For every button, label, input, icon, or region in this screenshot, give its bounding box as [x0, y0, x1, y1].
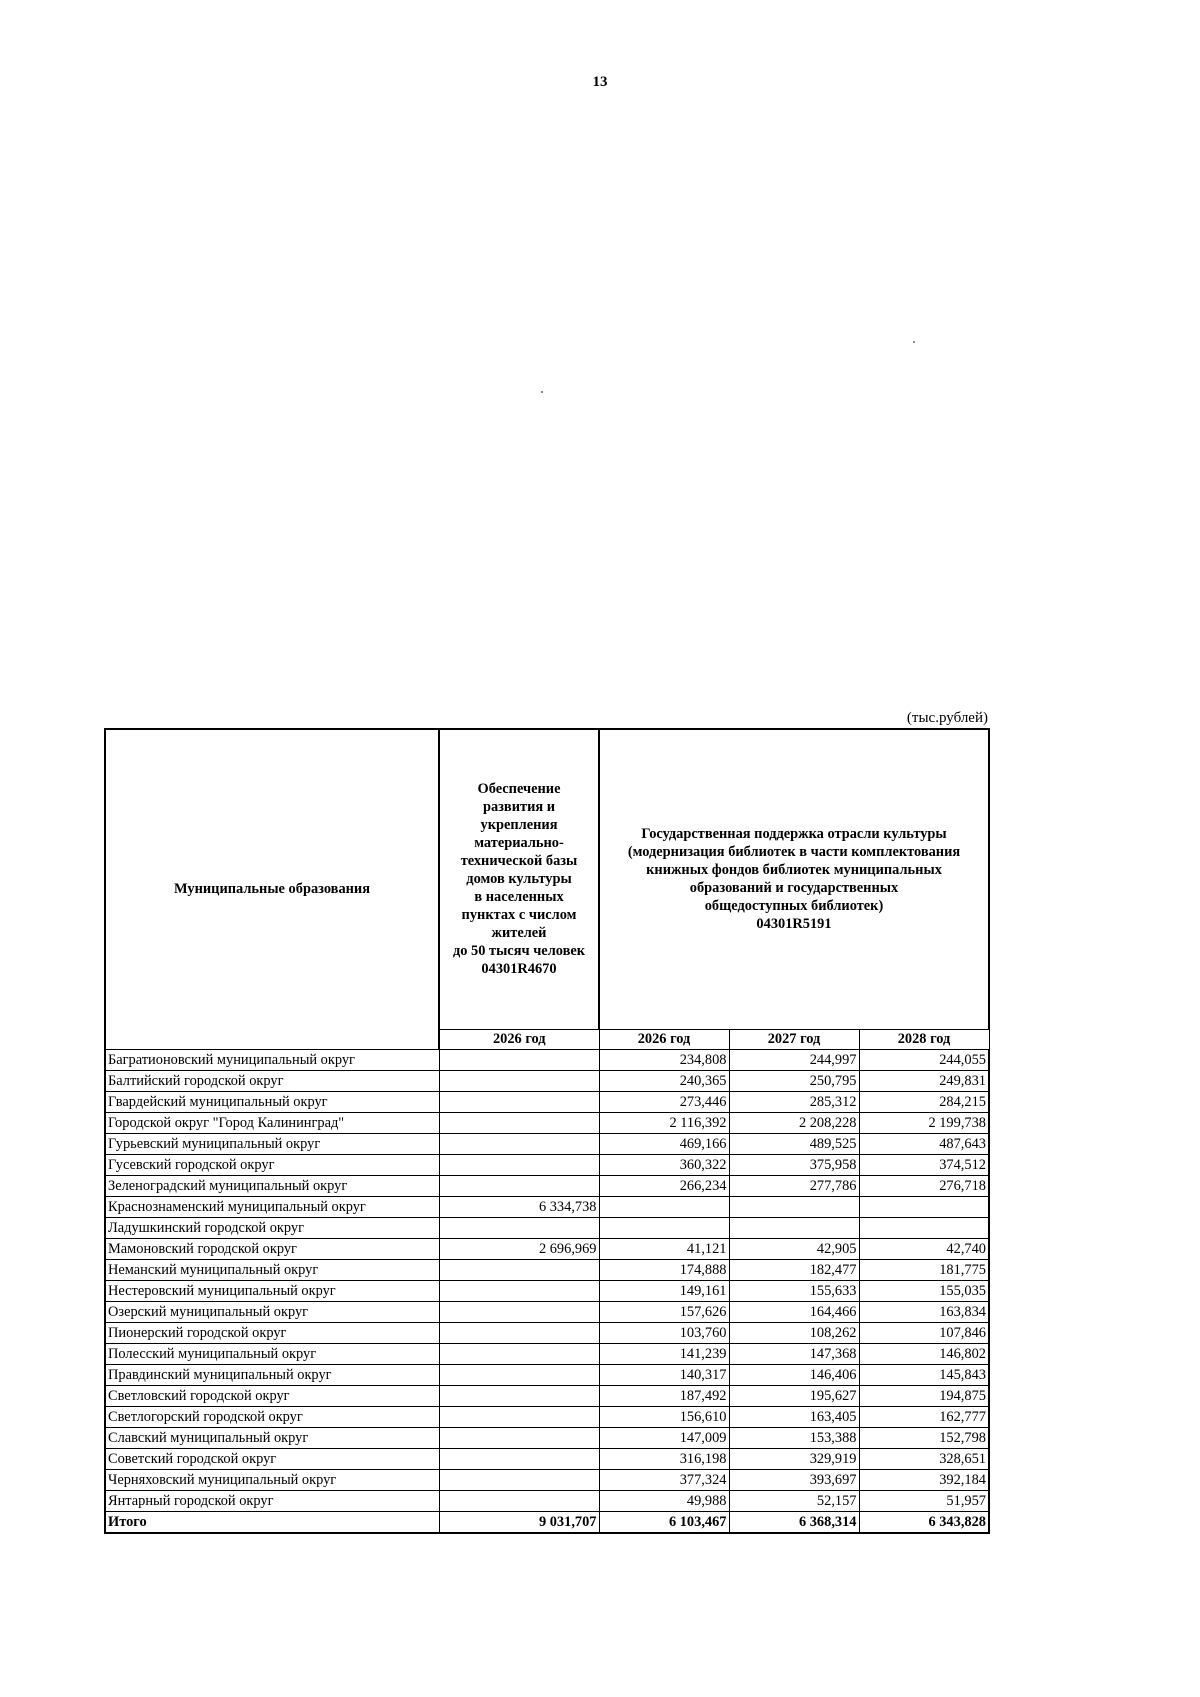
amount-cell: 146,406	[729, 1364, 859, 1385]
amount-cell	[439, 1385, 599, 1406]
amount-cell: 377,324	[599, 1469, 729, 1490]
amount-cell: 250,795	[729, 1070, 859, 1091]
table-row	[105, 1301, 989, 1322]
table-row	[105, 1196, 989, 1217]
amount-cell: 244,055	[859, 1049, 989, 1070]
amount-cell	[439, 1259, 599, 1280]
amount-cell	[439, 1112, 599, 1133]
amount-cell: 6 343,828	[859, 1511, 989, 1533]
amount-cell	[439, 1322, 599, 1343]
header-col-culture-houses-line: домов культуры	[466, 871, 572, 888]
amount-cell: 6 334,738	[439, 1196, 599, 1217]
header-col-culture-houses-line: жителей	[491, 925, 547, 942]
scan-speck	[541, 391, 543, 393]
header-col-library-support-line: образований и государственных	[689, 880, 899, 897]
municipality-name: Гусевский городской округ	[105, 1154, 439, 1175]
municipality-name: Краснознаменский муниципальный округ	[105, 1196, 439, 1217]
municipality-name: Мамоновский городской округ	[105, 1238, 439, 1259]
amount-cell: 52,157	[729, 1490, 859, 1511]
amount-cell	[439, 1343, 599, 1364]
municipality-name: Янтарный городской округ	[105, 1490, 439, 1511]
amount-cell: 162,777	[859, 1406, 989, 1427]
amount-cell: 156,610	[599, 1406, 729, 1427]
header-col-culture-houses-line: в населенных	[474, 889, 564, 906]
amount-cell	[439, 1154, 599, 1175]
municipality-name: Неманский муниципальный округ	[105, 1259, 439, 1280]
amount-cell	[439, 1406, 599, 1427]
amount-cell: 147,009	[599, 1427, 729, 1448]
amount-cell: 6 368,314	[729, 1511, 859, 1533]
municipality-name: Багратионовский муниципальный округ	[105, 1049, 439, 1070]
amount-cell: 42,905	[729, 1238, 859, 1259]
header-col-culture-houses-line: материально-	[474, 835, 564, 852]
amount-cell: 107,846	[859, 1322, 989, 1343]
municipality-name: Городской округ "Город Калининград"	[105, 1112, 439, 1133]
amount-cell	[439, 1301, 599, 1322]
table-row	[105, 1406, 989, 1427]
municipality-name: Нестеровский муниципальный округ	[105, 1280, 439, 1301]
amount-cell	[859, 1217, 989, 1238]
amount-cell: 360,322	[599, 1154, 729, 1175]
amount-cell: 155,633	[729, 1280, 859, 1301]
amount-cell	[729, 1196, 859, 1217]
header-year-col4: 2028 год	[859, 1029, 989, 1049]
header-col-culture-houses-text	[444, 780, 594, 978]
amount-cell: 374,512	[859, 1154, 989, 1175]
amount-cell: 328,651	[859, 1448, 989, 1469]
municipality-name: Зеленоградский муниципальный округ	[105, 1175, 439, 1196]
header-col-library-support	[599, 729, 989, 1029]
amount-cell: 234,808	[599, 1049, 729, 1070]
table-row	[105, 1469, 989, 1490]
amount-cell: 103,760	[599, 1322, 729, 1343]
header-col-culture-houses-line: развития и	[482, 799, 556, 816]
header-year-col2: 2026 год	[599, 1029, 729, 1049]
municipality-name: Ладушкинский городской округ	[105, 1217, 439, 1238]
page-number: 13	[592, 74, 608, 90]
table-row	[105, 1280, 989, 1301]
amount-cell	[439, 1364, 599, 1385]
amount-cell	[439, 1133, 599, 1154]
amount-cell: 6 103,467	[599, 1511, 729, 1533]
amount-cell: 489,525	[729, 1133, 859, 1154]
header-col-library-support-line: общедоступных библиотек)	[704, 898, 884, 915]
table-row	[105, 1154, 989, 1175]
amount-cell: 140,317	[599, 1364, 729, 1385]
table-row	[105, 1427, 989, 1448]
table-row	[105, 1175, 989, 1196]
amount-cell: 194,875	[859, 1385, 989, 1406]
amount-cell: 174,888	[599, 1259, 729, 1280]
amount-cell: 163,834	[859, 1301, 989, 1322]
amount-cell: 42,740	[859, 1238, 989, 1259]
amount-cell	[859, 1196, 989, 1217]
header-col-culture-houses-line: технической базы	[460, 853, 578, 870]
header-col-library-support-line: книжных фондов библиотек муниципальных	[646, 862, 942, 879]
amount-cell: 195,627	[729, 1385, 859, 1406]
amount-cell	[439, 1280, 599, 1301]
amount-cell: 147,368	[729, 1343, 859, 1364]
amount-cell	[439, 1175, 599, 1196]
amount-cell	[439, 1217, 599, 1238]
amount-cell: 392,184	[859, 1469, 989, 1490]
header-col-culture-houses-line: укрепления	[480, 817, 558, 834]
amount-cell: 108,262	[729, 1322, 859, 1343]
amount-cell: 157,626	[599, 1301, 729, 1322]
table-row	[105, 1217, 989, 1238]
amount-cell	[439, 1091, 599, 1112]
amount-cell: 163,405	[729, 1406, 859, 1427]
amount-cell: 273,446	[599, 1091, 729, 1112]
amount-cell	[599, 1196, 729, 1217]
amount-cell: 375,958	[729, 1154, 859, 1175]
municipality-name: Правдинский муниципальный округ	[105, 1364, 439, 1385]
amount-cell	[439, 1049, 599, 1070]
municipality-name: Гвардейский муниципальный округ	[105, 1091, 439, 1112]
amount-cell	[439, 1427, 599, 1448]
amount-cell: 2 199,738	[859, 1112, 989, 1133]
municipality-name: Черняховский муниципальный округ	[105, 1469, 439, 1490]
amount-cell: 276,718	[859, 1175, 989, 1196]
municipality-name: Светлогорский городской округ	[105, 1406, 439, 1427]
amount-cell: 244,997	[729, 1049, 859, 1070]
table-row	[105, 1448, 989, 1469]
municipality-name: Светловский городской округ	[105, 1385, 439, 1406]
municipality-name: Советский городской округ	[105, 1448, 439, 1469]
amount-cell: 469,166	[599, 1133, 729, 1154]
header-year-col3: 2027 год	[729, 1029, 859, 1049]
amount-cell: 249,831	[859, 1070, 989, 1091]
amount-cell	[599, 1217, 729, 1238]
amount-cell: 182,477	[729, 1259, 859, 1280]
amount-cell: 487,643	[859, 1133, 989, 1154]
header-col-culture-houses	[439, 729, 599, 1029]
amount-cell: 2 208,228	[729, 1112, 859, 1133]
table-row	[105, 1133, 989, 1154]
amount-cell	[439, 1070, 599, 1091]
header-col-culture-houses-line: 04301R4670	[481, 961, 557, 978]
amount-cell: 164,466	[729, 1301, 859, 1322]
amount-cell: 2 696,969	[439, 1238, 599, 1259]
amount-cell: 49,988	[599, 1490, 729, 1511]
amount-cell: 51,957	[859, 1490, 989, 1511]
header-region-column: Муниципальные образования	[105, 729, 439, 1049]
amount-cell: 277,786	[729, 1175, 859, 1196]
amount-cell	[439, 1448, 599, 1469]
table-row	[105, 1343, 989, 1364]
header-col-culture-houses-line: Обеспечение	[477, 781, 561, 798]
amount-cell: 316,198	[599, 1448, 729, 1469]
table-row	[105, 1490, 989, 1511]
total-label: Итого	[105, 1511, 439, 1533]
municipality-name: Балтийский городской округ	[105, 1070, 439, 1091]
amount-cell: 285,312	[729, 1091, 859, 1112]
municipality-name: Пионерский городской округ	[105, 1322, 439, 1343]
amount-cell: 240,365	[599, 1070, 729, 1091]
municipality-name: Гурьевский муниципальный округ	[105, 1133, 439, 1154]
municipality-name: Озерский муниципальный округ	[105, 1301, 439, 1322]
budget-table	[104, 728, 990, 1534]
municipality-name: Полесский муниципальный округ	[105, 1343, 439, 1364]
table-row	[105, 1364, 989, 1385]
table-row	[105, 1322, 989, 1343]
header-col-library-support-line: Государственная поддержка отрасли культуры	[641, 826, 947, 843]
table-row	[105, 1112, 989, 1133]
table-row	[105, 1091, 989, 1112]
amount-cell: 41,121	[599, 1238, 729, 1259]
amount-cell: 284,215	[859, 1091, 989, 1112]
amount-cell: 155,035	[859, 1280, 989, 1301]
total-row	[105, 1511, 989, 1533]
amount-cell: 9 031,707	[439, 1511, 599, 1533]
header-col-library-support-text	[604, 825, 984, 933]
amount-cell: 149,161	[599, 1280, 729, 1301]
amount-cell: 152,798	[859, 1427, 989, 1448]
table-row	[105, 1238, 989, 1259]
amount-cell	[729, 1217, 859, 1238]
table-row	[105, 1259, 989, 1280]
amount-cell: 146,802	[859, 1343, 989, 1364]
header-col-library-support-line: (модернизация библиотек в части комплектования	[627, 844, 961, 861]
table-row	[105, 1049, 989, 1070]
amount-cell: 153,388	[729, 1427, 859, 1448]
amount-cell: 266,234	[599, 1175, 729, 1196]
amount-cell: 145,843	[859, 1364, 989, 1385]
unit-note: (тыс.рублей)	[906, 710, 988, 726]
amount-cell: 141,239	[599, 1343, 729, 1364]
table-row	[105, 1385, 989, 1406]
table-body	[105, 1049, 989, 1533]
amount-cell: 181,775	[859, 1259, 989, 1280]
scan-speck	[913, 341, 915, 343]
table-row	[105, 1070, 989, 1091]
amount-cell: 187,492	[599, 1385, 729, 1406]
header-col-culture-houses-line: до 50 тысяч человек	[452, 943, 586, 960]
header-col-culture-houses-line: пунктах с числом	[461, 907, 577, 924]
municipality-name: Славский муниципальный округ	[105, 1427, 439, 1448]
amount-cell: 329,919	[729, 1448, 859, 1469]
amount-cell: 393,697	[729, 1469, 859, 1490]
amount-cell	[439, 1469, 599, 1490]
amount-cell: 2 116,392	[599, 1112, 729, 1133]
header-year-col1: 2026 год	[439, 1029, 599, 1049]
header-col-library-support-line: 04301R5191	[756, 916, 832, 933]
amount-cell	[439, 1490, 599, 1511]
